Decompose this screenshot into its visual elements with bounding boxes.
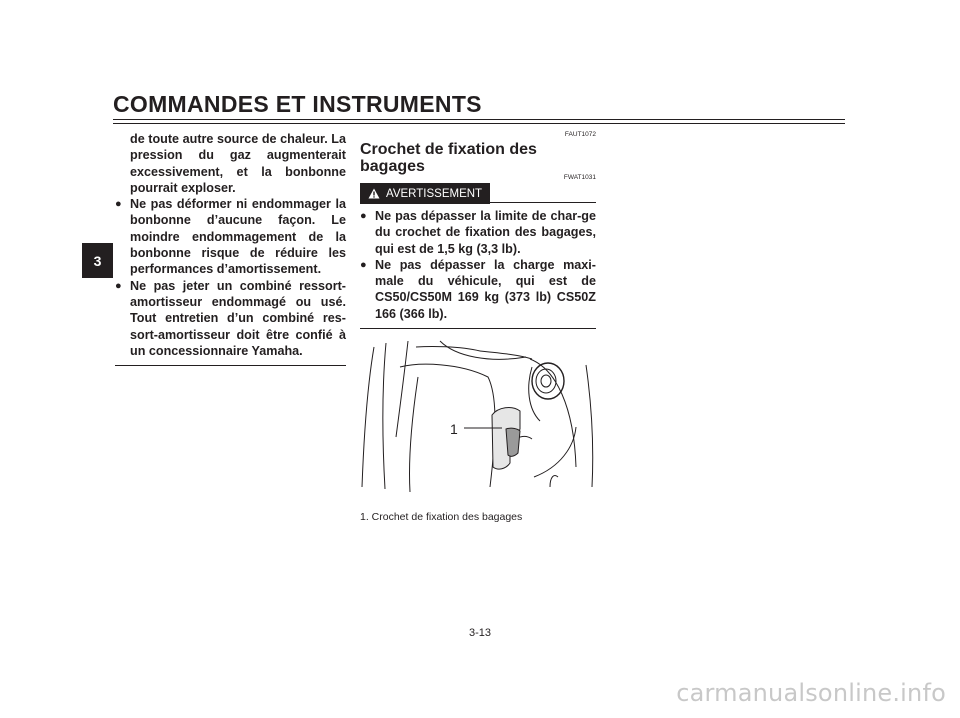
section-code: FAUT1072 (564, 131, 596, 138)
warning-triangle-icon (368, 188, 380, 199)
warning-header-rule (490, 202, 596, 203)
warning-label: AVERTISSEMENT (386, 187, 483, 200)
warning-list (360, 208, 596, 322)
luggage-hook-illustration (360, 337, 596, 495)
watermark: carmanualsonline.info (676, 679, 946, 707)
header-rule-top (113, 119, 845, 120)
warning-end-rule (115, 365, 346, 366)
page-number: 3-13 (468, 627, 492, 639)
left-column (115, 131, 346, 366)
warning-end-rule (360, 328, 596, 329)
warning-header (360, 183, 596, 204)
bullet-item: ● Ne pas déformer ni endommager la bonbonne d’aucune façon. Le moindre endommagement de la bonbonne risque de réduire les performances d’amortissement. (115, 196, 346, 277)
figure-callout-label: 1 (450, 421, 458, 438)
chapter-tab: 3 (82, 243, 113, 278)
page-header-title: COMMANDES ET INSTRUMENTS (113, 91, 482, 117)
header-rule-bottom (113, 123, 845, 124)
warning-banner (360, 183, 490, 204)
warning-code: FWAT1031 (563, 174, 596, 181)
figure-caption: 1. Crochet de fixation des bagages (360, 511, 523, 524)
section-heading: Crochet de fixation des bagages (360, 141, 537, 175)
continuation-text: de toute autre source de chaleur. La pression du gaz augmenterait excessivement, et la bonbonne pourrait exploser. (130, 132, 346, 195)
bullet-item: ● Ne pas jeter un combiné ressort-amortisseur endommagé ou usé. Tout entretien d’un combiné res-sort-amortisseur doit être confié à un concessionnaire Yamaha. (115, 278, 346, 359)
warning-item: ● Ne pas dépasser la charge maxi-male du véhicule, qui est de CS50/CS50M 169 kg (373 lb) CS50Z 166 (366 lb). (360, 257, 596, 322)
middle-column (360, 131, 596, 523)
warning-item: ● Ne pas dépasser la limite de char-ge du crochet de fixation des bagages, qui est de 1,5 kg (3,3 lb). (360, 208, 596, 257)
